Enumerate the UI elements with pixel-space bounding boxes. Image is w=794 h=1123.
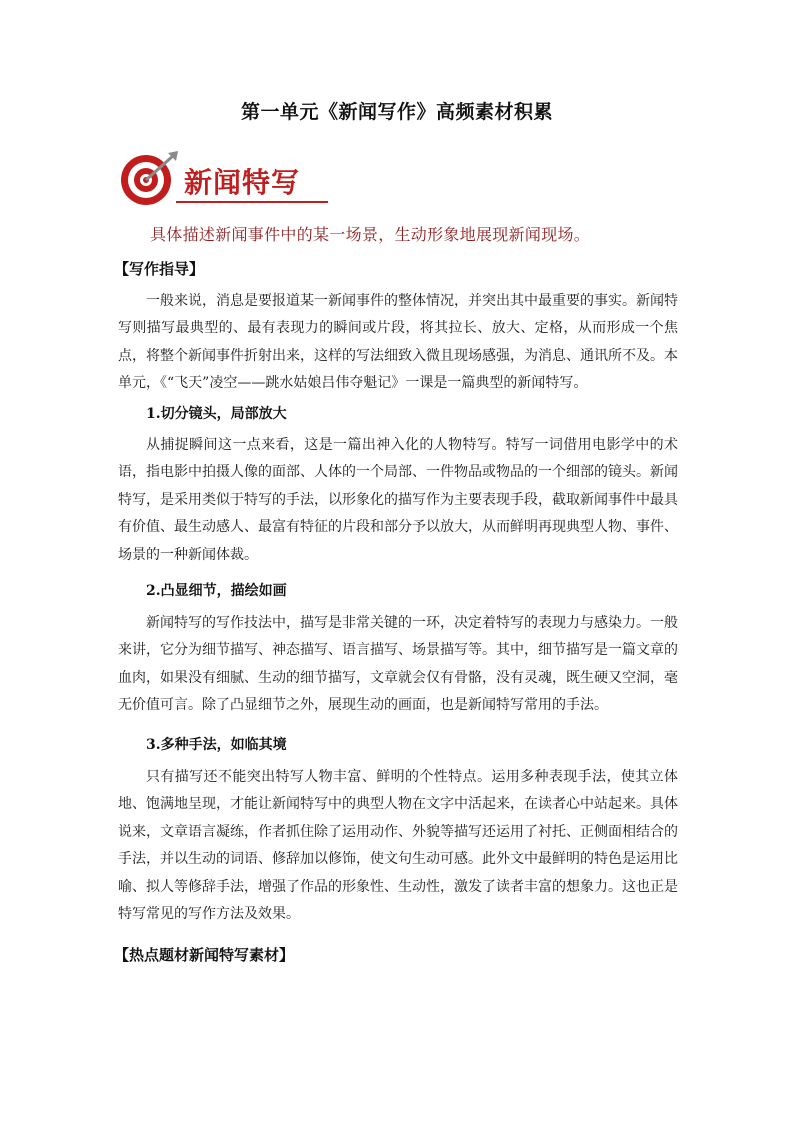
point1-heading: 1.切分镜头，局部放大 <box>146 406 287 422</box>
document-title: 第一单元《新闻写作》高频素材积累 <box>240 101 553 123</box>
banner-label: 新闻特写 <box>184 166 301 199</box>
material-heading: 【热点题材新闻特写素材】 <box>114 946 295 964</box>
point3-heading: 3.多种手法，如临其境 <box>146 737 287 753</box>
point3-paragraph: 只有描写还不能突出特写人物丰富、鲜明的个性特点。运用多种表现手法，使其立体地、饱满地呈现，才能让新闻特写中的典型人物在文字中活起来，在读者心中站起来。具体说来，文章语言凝练，作者抓住除了运用动作、外貌等描写还运用了衬托、正侧面相结合的手法，并以生动的词语、修辞加以修饰，使文句生动可感。此外文中最鲜明的特色是运用比喻、拟人等修辞手法，增强了作品的形象性、生动性，激发了读者丰富的想象力。这也正是特写常见的写作方法及效果。 <box>118 769 678 923</box>
intro-line: 具体描述新闻事件中的某一场景，生动形象地展现新闻现场。 <box>150 225 591 244</box>
point2-heading: 2.凸显细节，描绘如画 <box>146 583 287 599</box>
guide-paragraph: 一般来说，消息是要报道某一新闻事件的整体情况，并突出其中最重要的事实。新闻特写则描写最典型的、最有表现力的瞬间或片段，将其拉长、放大、定格，从而形成一个焦点，将整个新闻事件折射出来，这样的写法细致入微且现场感强，为消息、通讯所不及。本单元，《“飞天”凌空——跳水姑娘吕伟夺魁记》一课是一篇典型的新闻特写。 <box>118 293 678 392</box>
point1-paragraph: 从捕捉瞬间这一点来看，这是一篇出神入化的人物特写。特写一词借用电影学中的术语，指电影中拍摄人像的面部、人体的一个局部、一件物品或物品的一个细部的镜头。新闻特写，是采用类似于特写的手法，以形象化的描写作为主要表现手段，截取新闻事件中最具有价值、最生动感人、最富有特征的片段和部分予以放大，从而鲜明再现典型人物、事件、场景的一种新闻体裁。 <box>118 437 678 563</box>
banner-underline <box>176 201 328 203</box>
section-banner <box>118 147 318 209</box>
target-icon <box>118 149 182 207</box>
point2-paragraph: 新闻特写的写作技法中，描写是非常关键的一环，决定着特写的表现力与感染力。一般来讲，它分为细节描写、神态描写、语言描写、场景描写等。其中，细节描写是一篇文章的血肉，如果没有细腻、生动的细节描写，文章就会仅有骨骼，没有灵魂，既生硬又空洞，毫无价值可言。除了凸显细节之外，展现生动的画面，也是新闻特写常用的手法。 <box>118 615 678 714</box>
guide-heading: 【写作指导】 <box>114 260 205 278</box>
